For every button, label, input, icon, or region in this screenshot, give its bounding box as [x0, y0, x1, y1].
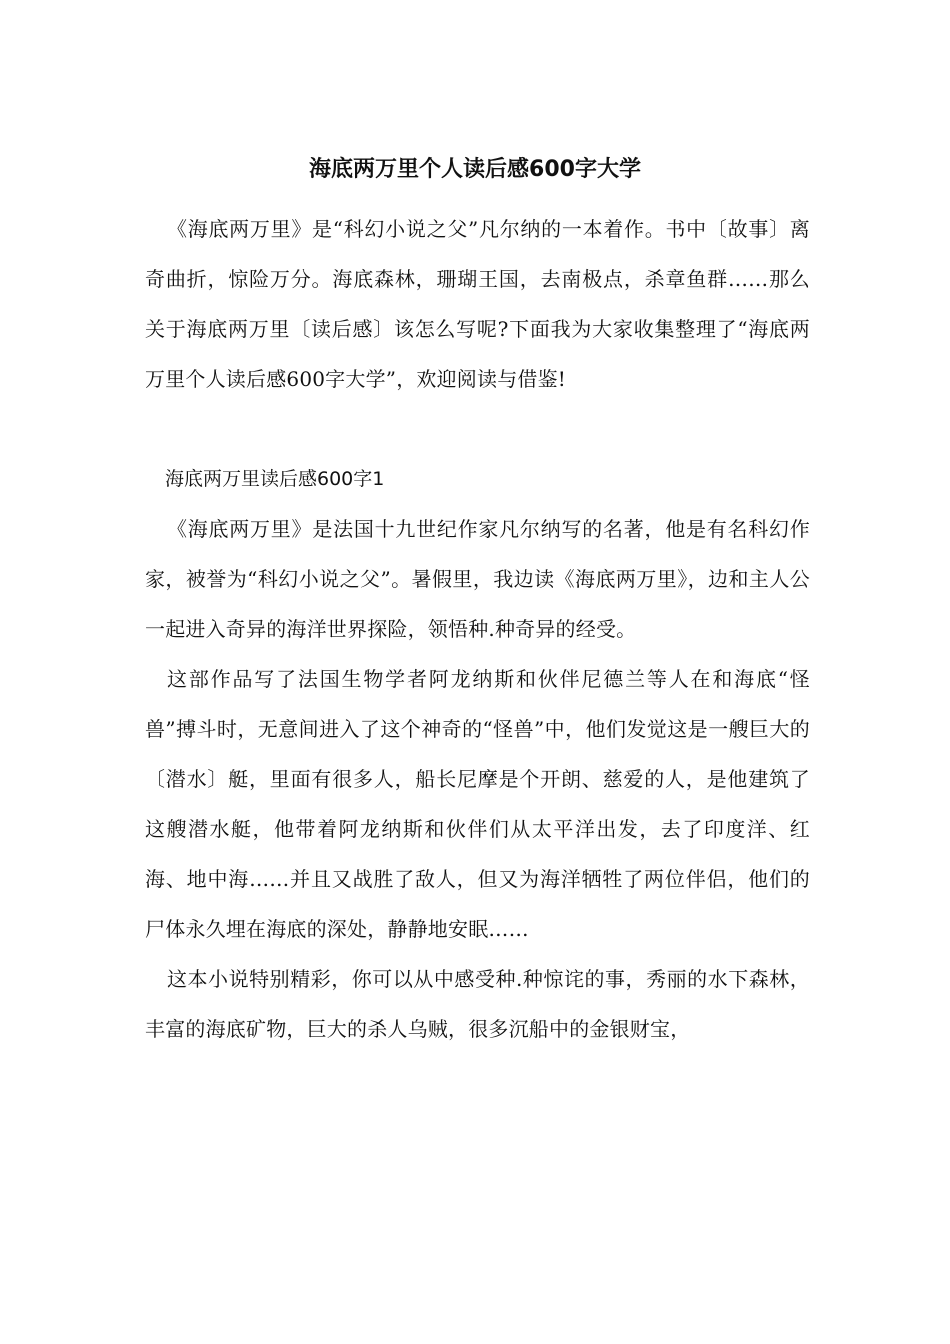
- section-heading: 海底两万里读后感600字1: [165, 468, 385, 490]
- document-title: 海底两万里个人读后感600字大学: [309, 157, 641, 182]
- intro-paragraph: 《海底两万里》是“科幻小说之父”凡尔纳的一本着作。书中〔故事〕离奇曲折，惊险万分。海底森林，珊瑚王国，去南极点，杀章鱼群……那么关于海底两万里〔读后感〕该怎么写呢?下面我为大家收集整理了“海底两万里个人读后感600字大学”，欢迎阅读与借鉴!: [145, 217, 810, 391]
- paragraph-spacer: [145, 404, 810, 454]
- body-paragraph-1: 《海底两万里》是法国十九世纪作家凡尔纳写的名著，他是有名科幻作家，被誉为“科幻小说之父”。暑假里，我边读《海底两万里》，边和主人公一起进入奇异的海洋世界探险，领悟种.种奇异的经受。: [145, 517, 810, 641]
- body-paragraph-3: 这本小说特别精彩，你可以从中感受种.种惊诧的事，秀丽的水下森林，丰富的海底矿物，巨大的杀人乌贼，很多沉船中的金银财宝，: [145, 967, 810, 1041]
- document-body: [145, 204, 810, 1054]
- body-paragraph-2: 这部作品写了法国生物学者阿龙纳斯和伙伴尼德兰等人在和海底“怪兽”搏斗时，无意间进入了这个神奇的“怪兽”中，他们发觉这是一艘巨大的〔潜水〕艇，里面有很多人，船长尼摩是个开朗、慈爱的人，是他建筑了这艘潜水艇，他带着阿龙纳斯和伙伴们从太平洋出发，去了印度洋、红海、地中海……并且又战胜了敌人，但又为海洋牺牲了两位伴侣，他们的尸体永久埋在海底的深处，静静地安眠……: [145, 667, 810, 941]
